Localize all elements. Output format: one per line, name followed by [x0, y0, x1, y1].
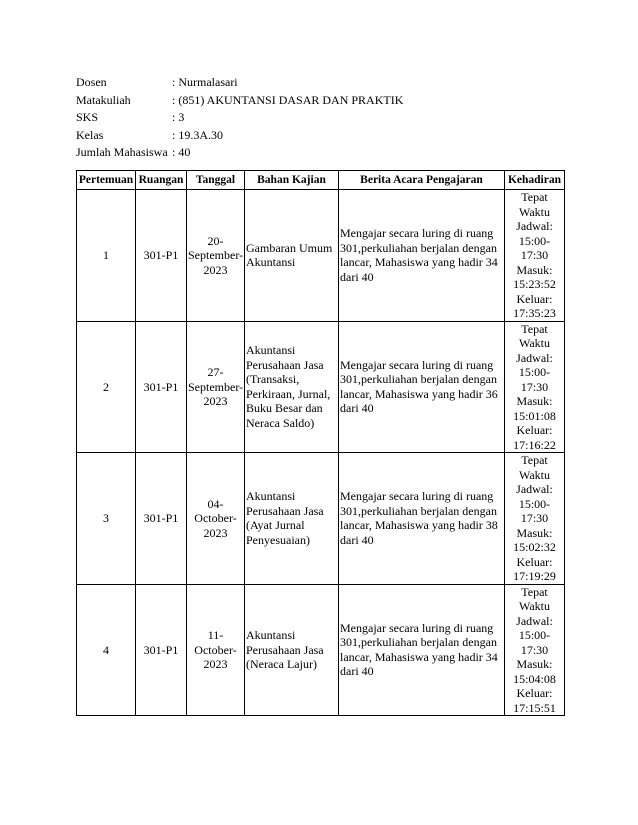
table-row	[77, 321, 565, 453]
kehadiran-keluar: 17:16:22	[513, 437, 556, 452]
info-row-dosen	[76, 74, 403, 92]
info-label: Dosen	[76, 75, 107, 89]
cell-ruangan: 301-P1	[136, 321, 187, 453]
info-row-matakuliah	[76, 92, 403, 110]
kehadiran-masuk-label: Masuk:	[516, 525, 553, 540]
info-value: : Nurmalasari	[172, 75, 238, 89]
cell-berita-acara: Mengajar secara luring di ruang 301,perkuliahan berjalan dengan lancar, Mahasiswa yang hadir 38 dari 40	[339, 453, 505, 585]
cell-kehadiran	[505, 321, 565, 453]
kehadiran-keluar-label: Keluar:	[516, 291, 553, 306]
kehadiran-keluar: 17:35:23	[513, 306, 556, 320]
cell-bahan-kajian: Akuntansi Perusahaan Jasa (Neraca Lajur)	[245, 584, 339, 716]
kehadiran-jadwal-label: Jadwal:	[516, 219, 553, 233]
cell-pertemuan: 4	[77, 584, 136, 716]
info-value: : 40	[172, 145, 191, 159]
cell-pertemuan: 3	[77, 453, 136, 585]
cell-kehadiran	[505, 584, 565, 716]
course-info	[76, 74, 403, 162]
kehadiran-status: Tepat Waktu	[518, 453, 551, 482]
info-value: : 19.3A.30	[172, 127, 223, 142]
info-label: Kelas	[76, 127, 104, 142]
info-label: SKS	[76, 110, 99, 124]
attendance-table	[76, 170, 565, 716]
kehadiran-masuk: 15:01:08	[513, 408, 556, 423]
cell-tanggal: 11-October-2023	[187, 584, 245, 716]
cell-berita-acara: Mengajar secara luring di ruang 301,perkuliahan berjalan dengan lancar, Mahasiswa yang hadir 34 dari 40	[339, 584, 505, 716]
cell-berita-acara: Mengajar secara luring di ruang 301,perkuliahan berjalan dengan lancar, Mahasiswa yang hadir 36 dari 40	[339, 321, 505, 453]
cell-pertemuan: 2	[77, 321, 136, 453]
header-bahan-kajian: Bahan Kajian	[245, 171, 339, 190]
kehadiran-keluar-label: Keluar:	[516, 554, 553, 569]
header-ruangan: Ruangan	[136, 171, 187, 190]
table-header-row	[77, 171, 565, 190]
header-kehadiran: Kehadiran	[505, 171, 565, 190]
cell-tanggal: 04-October-2023	[187, 453, 245, 585]
cell-pertemuan: 1	[77, 190, 136, 322]
info-value: : 3	[172, 110, 185, 124]
kehadiran-jadwal: 15:00-17:30	[518, 628, 551, 657]
kehadiran-jadwal: 15:00-17:30	[518, 365, 551, 394]
cell-ruangan: 301-P1	[136, 584, 187, 716]
kehadiran-status: Tepat Waktu	[518, 584, 551, 613]
kehadiran-masuk-label: Masuk:	[516, 262, 553, 277]
table-row	[77, 453, 565, 585]
info-label: Matakuliah	[76, 92, 131, 107]
kehadiran-masuk-label: Masuk:	[516, 394, 553, 408]
kehadiran-jadwal-label: Jadwal:	[516, 350, 553, 365]
table-row	[77, 584, 565, 716]
cell-tanggal: 27-September-2023	[187, 321, 245, 453]
cell-bahan-kajian: Gambaran Umum Akuntansi	[245, 190, 339, 322]
kehadiran-keluar: 17:15:51	[513, 700, 556, 715]
info-row-kelas	[76, 127, 403, 145]
kehadiran-status: Tepat Waktu	[518, 321, 551, 350]
header-tanggal: Tanggal	[187, 171, 245, 190]
kehadiran-jadwal: 15:00-17:30	[518, 496, 551, 525]
info-label: Jumlah Mahasiswa	[76, 145, 168, 159]
cell-kehadiran	[505, 453, 565, 585]
header-berita-acara: Berita Acara Pengajaran	[339, 171, 505, 190]
header-pertemuan: Pertemuan	[77, 171, 136, 190]
kehadiran-masuk-label: Masuk:	[516, 657, 553, 671]
kehadiran-keluar: 17:19:29	[513, 569, 556, 583]
table-row	[77, 190, 565, 322]
cell-berita-acara: Mengajar secara luring di ruang 301,perkuliahan berjalan dengan lancar, Mahasiswa yang hadir 34 dari 40	[339, 190, 505, 322]
kehadiran-jadwal: 15:00-17:30	[518, 233, 551, 262]
kehadiran-status: Tepat Waktu	[518, 190, 551, 219]
kehadiran-masuk: 15:02:32	[513, 540, 556, 554]
kehadiran-keluar-label: Keluar:	[516, 423, 553, 437]
cell-bahan-kajian: Akuntansi Perusahaan Jasa (Transaksi, Perkiraan, Jurnal, Buku Besar dan Neraca Saldo)	[245, 321, 339, 453]
info-value: : (851) AKUNTANSI DASAR DAN PRAKTIK	[172, 92, 404, 107]
info-row-jumlah-mahasiswa	[76, 144, 403, 162]
kehadiran-masuk: 15:23:52	[513, 277, 556, 291]
kehadiran-masuk: 15:04:08	[513, 671, 556, 686]
cell-ruangan: 301-P1	[136, 453, 187, 585]
cell-tanggal: 20-September-2023	[187, 190, 245, 322]
cell-bahan-kajian: Akuntansi Perusahaan Jasa (Ayat Jurnal Penyesuaian)	[245, 453, 339, 585]
cell-ruangan: 301-P1	[136, 190, 187, 322]
kehadiran-jadwal-label: Jadwal:	[516, 482, 553, 496]
kehadiran-jadwal-label: Jadwal:	[516, 613, 553, 628]
info-row-sks	[76, 109, 403, 127]
kehadiran-keluar-label: Keluar:	[516, 686, 553, 700]
cell-kehadiran	[505, 190, 565, 322]
